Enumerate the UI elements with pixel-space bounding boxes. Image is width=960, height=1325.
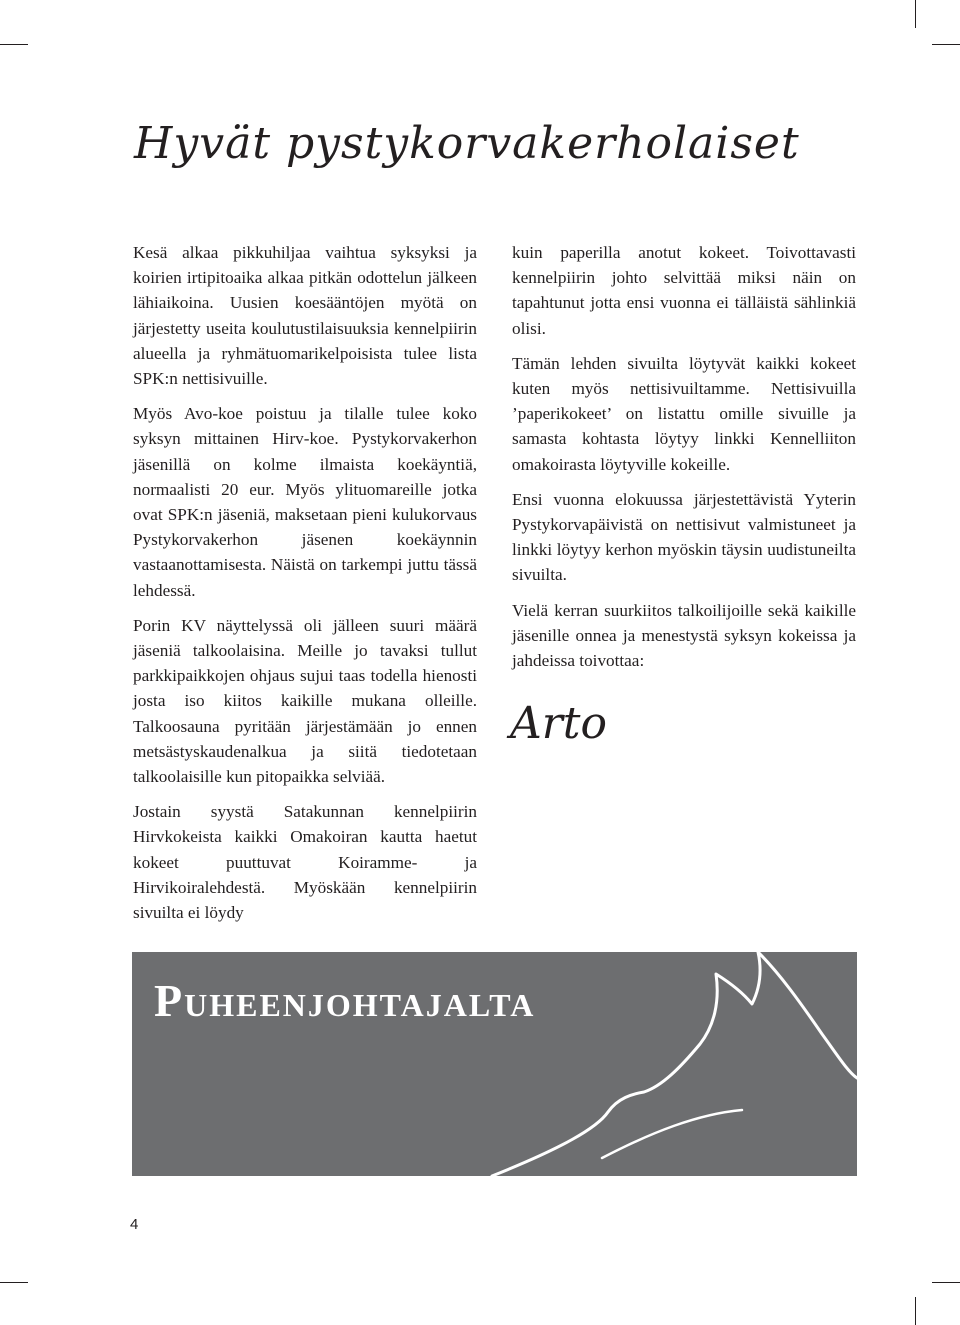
- article-column-right: [512, 240, 856, 683]
- paragraph: Porin KV näyttelyssä oli jälleen suuri määrä jäseniä talkoolaisina. Meille jo tavaksi tullut parkkipaikkojen ohjaus sujui taas todella hienosti josta iso kiitos kaikille mukana olleille. Talkoosauna pyritään järjestämään jo ennen metsästyskaudenalkua ja siitä tiedotetaan talkoolaisille kun pitopaikka selviää.: [133, 615, 477, 787]
- paragraph: Vielä kerran suurkiitos talkoilijoille sekä kaikille jäsenille onnea ja menestystä syksyn kokeissa ja jahdeissa toivottaa:: [512, 600, 856, 671]
- paragraph: Ensi vuonna elokuussa järjestettävistä Yyterin Pystykorvapäivistä on nettisivut valmistuneet ja linkki löytyy kerhon myöskin täysin uudistuneilta sivuilta.: [512, 489, 856, 585]
- section-title: Puheenjohtajalta: [154, 975, 536, 1026]
- crop-mark: [0, 44, 28, 45]
- section-banner: [132, 952, 857, 1176]
- paragraph: Jostain syystä Satakunnan kennelpiirin Hirvkokeista kaikki Omakoiran kautta haetut kokeet puuttuvat Koiramme- ja Hirvikoiralehdestä. Myöskään kennelpiirin sivuilta ei löydy: [133, 802, 477, 923]
- crop-mark: [915, 1297, 916, 1325]
- crop-mark: [0, 1282, 28, 1283]
- paragraph: Tämän lehden sivuilta löytyvät kaikki kokeet kuten myös nettisivuiltamme. Nettisivuilla ’paperikokeet’ on listattu omille sivuille ja samasta kohtasta löytyy linkki Kennelliiton omakoirasta löytyville kokeille.: [512, 353, 856, 474]
- signature: Arto: [510, 698, 607, 749]
- paragraph: Myös Avo-koe poistuu ja tilalle tulee koko syksyn mittainen Hirv-koe. Pystykorvakerhon jäsenillä on kolme ilmaista koekäyntiä, normaalisti 20 eur. Myös ylituomareille jotka ovat SPK:n jäseniä, maksetaan pieni kulukorvaus Pystykorvakerhon jäsenen koekäynnin vastaanottamisesta. Näistä on tarkempi juttu tässä lehdessä.: [133, 404, 477, 600]
- paragraph: kuin paperilla anotut kokeet. Toivottavasti kennelpiirin johto selvittää miksi näin on tapahtunut jotta ensi vuonna ei tälläistä sählinkiä olisi.: [512, 243, 856, 338]
- crop-mark: [932, 1282, 960, 1283]
- page-number: 4: [130, 1216, 139, 1233]
- article-column-left: [133, 240, 477, 935]
- page-title: Hyvät pystykorvakerholaiset: [134, 118, 800, 169]
- crop-mark: [915, 0, 916, 28]
- paragraph: Kesä alkaa pikkuhiljaa vaihtua syksyksi ja koirien irtipitoaika alkaa pitkän odottelun jälkeen lähiaikoina. Uusien koesääntöjen myötä on järjestetty useita koulutustilaisuuksia kennelpiirin alueella ja ryhmätuomarikelpoisista tulee lista SPK:n nettisivuille.: [133, 243, 477, 389]
- crop-mark: [932, 44, 960, 45]
